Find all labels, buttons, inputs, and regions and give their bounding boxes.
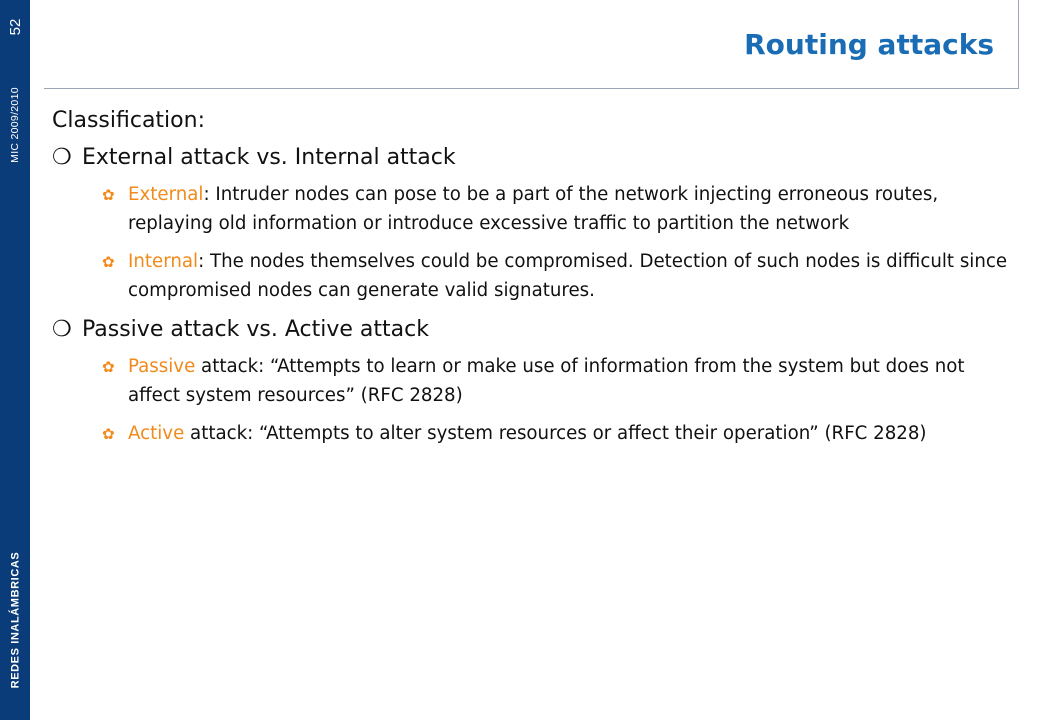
flower-bullet-icon: ✿ xyxy=(102,186,115,204)
list-item-text xyxy=(128,420,927,449)
hollow-circle-icon: ❍ xyxy=(52,145,72,170)
item-description: attack: “Attempts to learn or make use of information from the system but does not affect system resources” (RFC 2828) xyxy=(128,356,965,406)
item-description: : The nodes themselves could be compromised. Detection of such nodes is difficult since compromised nodes can generate valid signatures. xyxy=(128,251,1008,301)
list-item-text xyxy=(128,248,1017,305)
course-label-wrap xyxy=(0,55,30,195)
page-number: 52 xyxy=(6,18,24,36)
list-item-internal xyxy=(102,248,1017,305)
section-heading: Passive attack vs. Active attack xyxy=(82,317,429,342)
flower-bullet-icon: ✿ xyxy=(102,253,115,271)
keyword: Passive xyxy=(128,356,196,377)
list-item-external xyxy=(102,181,1017,238)
keyword: Active xyxy=(128,423,185,444)
keyword: Internal xyxy=(128,251,199,272)
flower-bullet-icon: ✿ xyxy=(102,358,115,376)
hollow-circle-icon: ❍ xyxy=(52,317,72,342)
section-external-internal xyxy=(52,143,1017,173)
list-item-text xyxy=(128,181,1017,238)
item-description: attack: “Attempts to alter system resources or affect their operation” (RFC 2828) xyxy=(184,423,927,444)
subject-label-wrap xyxy=(0,525,30,715)
classification-label: Classification: xyxy=(52,108,205,133)
flower-bullet-icon: ✿ xyxy=(102,425,115,443)
title-rule xyxy=(44,88,1019,89)
list-item-active xyxy=(102,420,1017,449)
section-heading: External attack vs. Internal attack xyxy=(82,145,456,170)
sidebar xyxy=(0,0,30,720)
section-passive-active xyxy=(52,315,1017,345)
course-label: MIC 2009/2010 xyxy=(9,87,22,163)
item-description: : Intruder nodes can pose to be a part of the network injecting erroneous routes, replaying old information or introduce excessive traffic to partition the network xyxy=(128,184,939,234)
slide-content xyxy=(52,108,1017,459)
keyword: External xyxy=(128,184,204,205)
title-vertical-rule xyxy=(1018,0,1019,89)
subject-label: REDES INALÁMBRICAS xyxy=(9,551,22,689)
list-item-passive xyxy=(102,353,1017,410)
list-item-text xyxy=(128,353,1017,410)
slide-title: Routing attacks xyxy=(744,28,994,61)
